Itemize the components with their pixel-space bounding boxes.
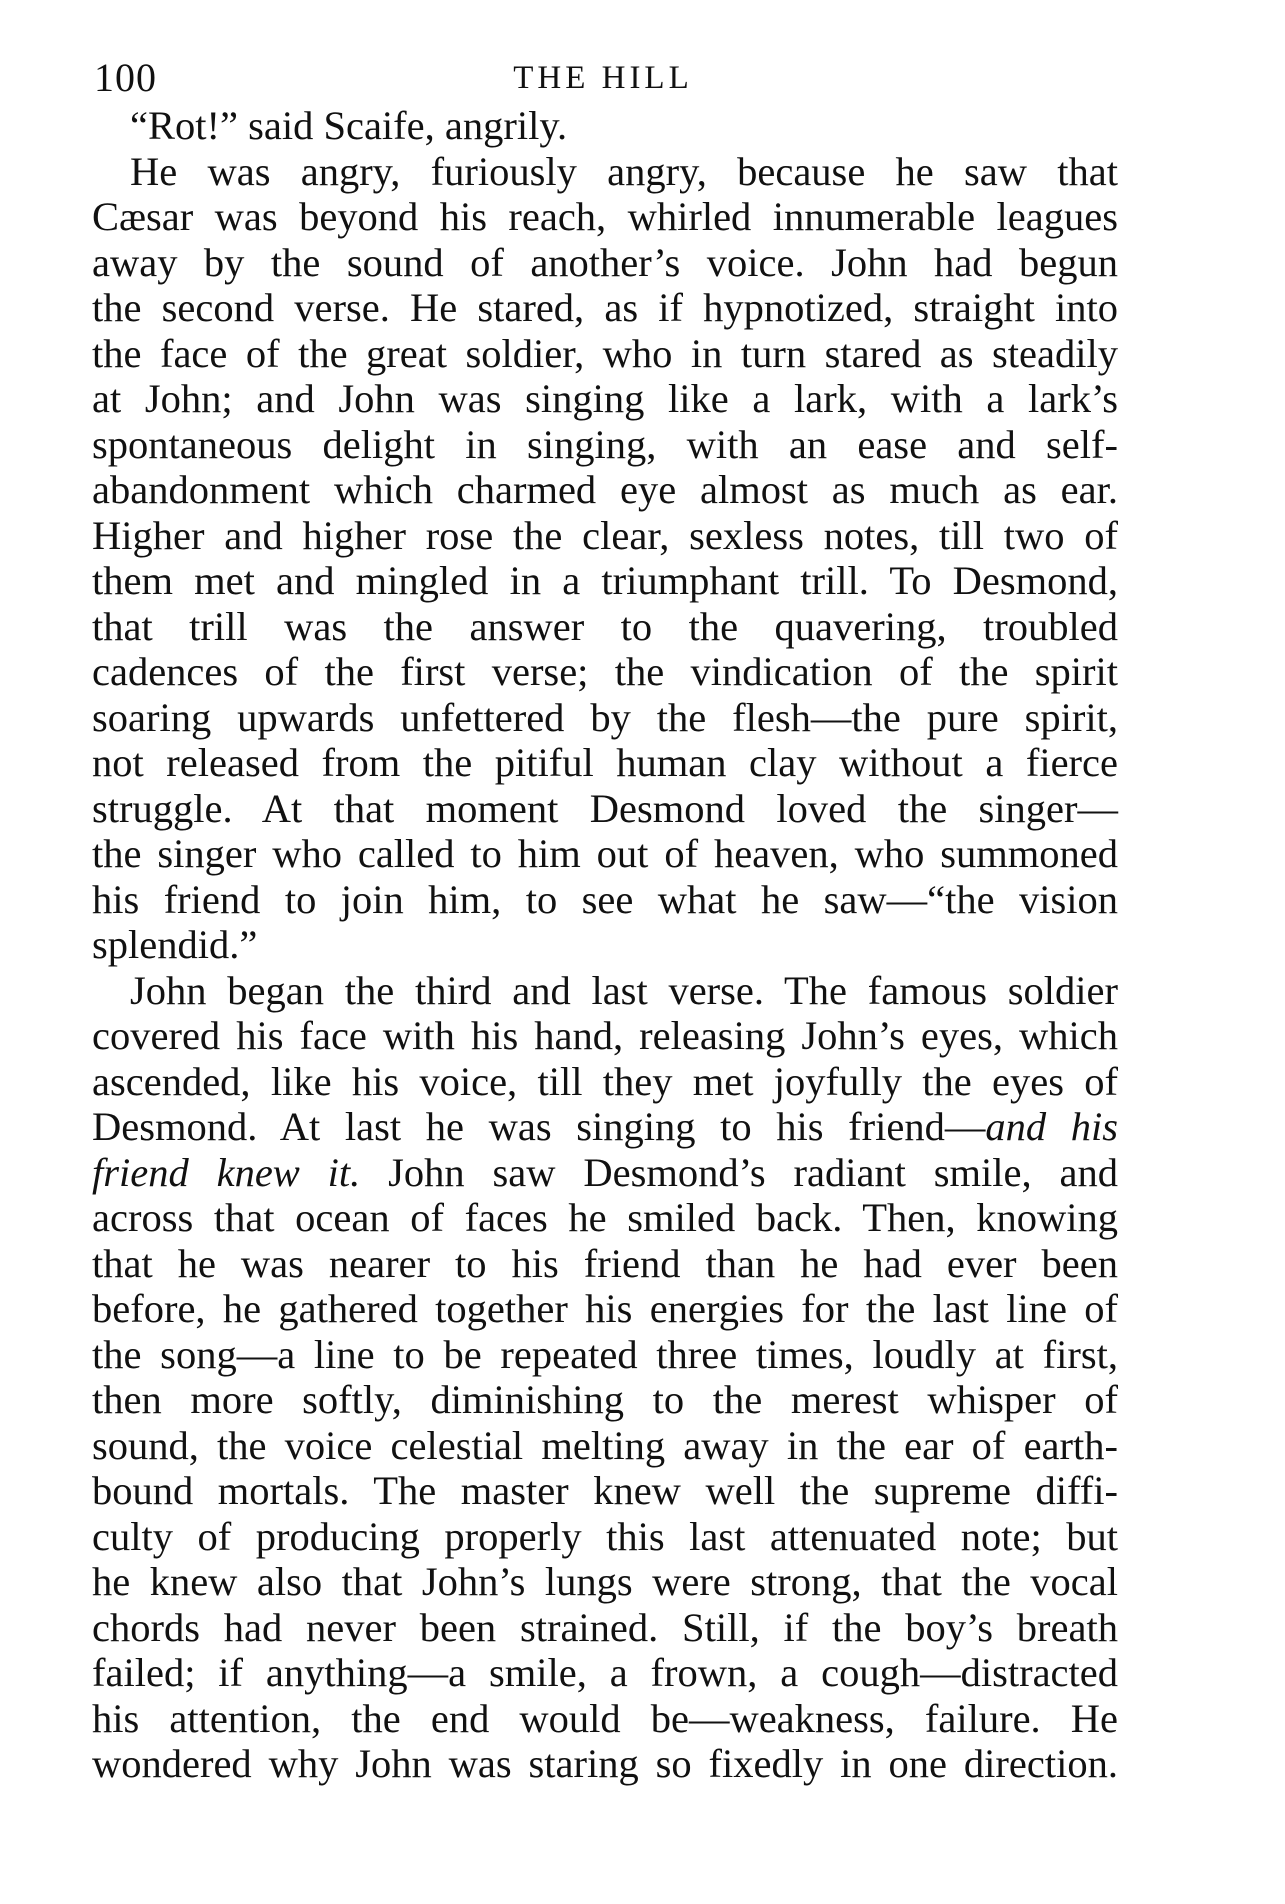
text-line: failed; if anything—a smile, a frown, a cough—distracted — [92, 1650, 1118, 1695]
text-line: spontaneous delight in singing, with an ease and self- — [92, 421, 1118, 467]
text-line: bound mortals. The master knew well the supreme diffi- — [92, 1468, 1118, 1513]
text-line: not released from the pitiful human clay without a fierce — [92, 740, 1118, 785]
text-line: He was angry, furiously angry, because he saw that — [130, 148, 1118, 194]
text-line: the singer who called to him out of heaven, who summoned — [92, 831, 1118, 876]
page-number: 100 — [94, 55, 157, 100]
running-head: THE HILL — [513, 60, 693, 96]
text-line: at John; and John was singing like a lark, with a lark’s — [92, 376, 1118, 421]
text-line: them met and mingled in a triumphant trill. To Desmond, — [92, 558, 1118, 603]
text-line — [92, 1104, 1118, 1150]
text-line — [92, 1150, 1118, 1196]
text-line: then more softly, diminishing to the merest whisper of — [92, 1377, 1118, 1422]
text-line: cadences of the first verse; the vindication of the spirit — [92, 649, 1118, 694]
text-line: John began the third and last verse. The famous soldier — [130, 967, 1118, 1013]
text-segment: Desmond. At last he was singing to his friend— — [92, 1104, 986, 1149]
body-text — [92, 103, 1118, 1787]
text-line: the face of the great soldier, who in turn stared as steadily — [92, 330, 1118, 376]
text-line: splendid.” — [92, 922, 258, 967]
text-line: his attention, the end would be—weakness, failure. He — [92, 1695, 1118, 1741]
text-line: abandonment which charmed eye almost as much as ear. — [92, 467, 1118, 512]
text-segment: John saw Desmond’s radiant smile, and — [360, 1149, 1118, 1195]
text-line: that he was nearer to his friend than he had ever been — [92, 1240, 1118, 1286]
text-line: soaring upwards unfettered by the flesh—the pure spirit, — [92, 694, 1118, 740]
italic-text-segment: and his — [985, 1104, 1119, 1149]
text-line: he knew also that John’s lungs were strong, that the vocal — [92, 1559, 1118, 1604]
text-line: that trill was the answer to the quavering, troubled — [92, 603, 1118, 649]
text-line: ascended, like his voice, till they met joyfully the eyes of — [92, 1058, 1118, 1104]
text-line: his friend to join him, to see what he saw—“the vision — [92, 876, 1118, 922]
text-line: struggle. At that moment Desmond loved the singer— — [92, 785, 1118, 831]
text-line: Cæsar was beyond his reach, whirled innumerable leagues — [92, 194, 1118, 239]
text-line: wondered why John was staring so fixedly in one direction. — [92, 1741, 1118, 1786]
italic-text-segment: friend knew it. — [92, 1149, 361, 1195]
text-line: before, he gathered together his energies for the last line of — [92, 1286, 1118, 1331]
text-line: sound, the voice celestial melting away in the ear of earth- — [92, 1422, 1118, 1468]
text-line: covered his face with his hand, releasing John’s eyes, which — [92, 1013, 1118, 1058]
text-line: “Rot!” said Scaife, angrily. — [130, 103, 568, 148]
text-line: across that ocean of faces he smiled back. Then, knowing — [92, 1195, 1118, 1240]
text-line: the song—a line to be repeated three times, loudly at first, — [92, 1331, 1118, 1377]
text-line: culty of producing properly this last attenuated note; but — [92, 1513, 1118, 1559]
text-line: chords had never been strained. Still, if the boy’s breath — [92, 1604, 1118, 1650]
text-line: away by the sound of another’s voice. John had begun — [92, 239, 1118, 285]
text-line: the second verse. He stared, as if hypnotized, straight into — [92, 285, 1118, 330]
page-header — [90, 48, 1116, 108]
text-line: Higher and higher rose the clear, sexless notes, till two of — [92, 512, 1118, 558]
